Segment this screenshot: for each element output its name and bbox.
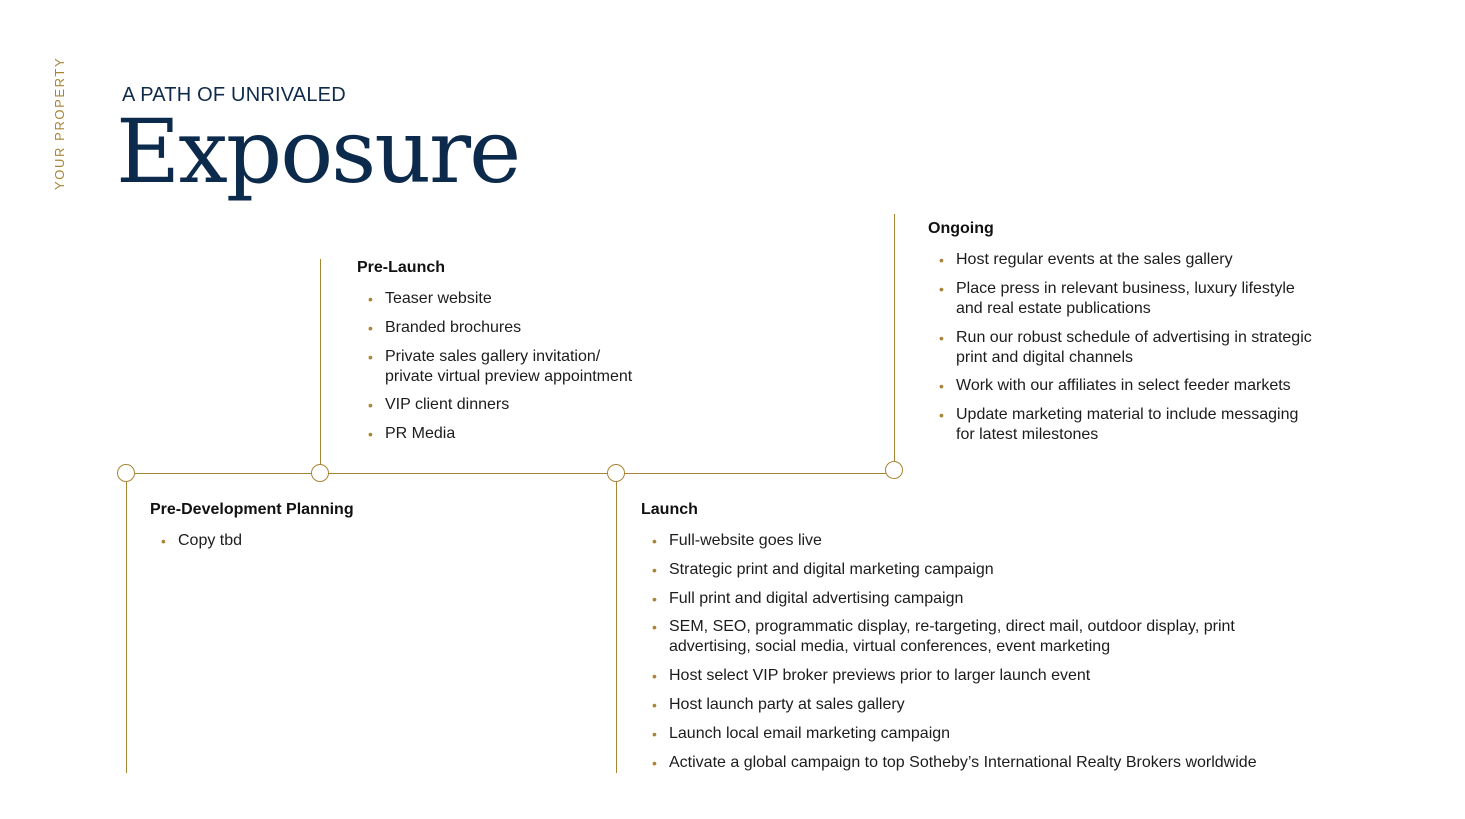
bullet-icon: • [368,319,373,336]
list-item [357,424,717,444]
list-item-text: Place press in relevant business, luxury lifestyle and real estate publications [956,279,1295,317]
list-item [641,753,1341,773]
list-item-text: Copy tbd [178,532,243,549]
bullet-icon: • [652,561,657,578]
list-item-text: Full print and digital advertising campaign [669,589,964,607]
list-item [641,695,1341,715]
list-item-text: Host launch party at sales gallery [669,695,905,713]
bullet-icon: • [652,668,657,685]
timeline-node-pre-development [117,464,135,482]
list-item-text: Private sales gallery invitation/ private virtual preview appointment [385,347,633,385]
timeline-node-ongoing [885,461,903,479]
connector-launch [616,473,617,773]
phase-title: Pre-Launch [357,259,446,276]
list-item [641,589,1341,609]
bullet-icon: • [652,533,657,549]
bullet-icon: • [161,533,166,549]
list-item [928,328,1368,368]
phase-ongoing [928,220,1368,454]
list-item [150,531,550,551]
list-item [928,405,1368,445]
phase-item-list [641,531,1341,773]
bullet-icon: • [939,378,944,395]
phase-title: Launch [641,501,698,518]
list-item-text: VIP client dinners [385,396,510,414]
connector-ongoing [894,214,895,471]
list-item [357,347,717,387]
bullet-icon: • [652,696,657,713]
bullet-icon: • [368,397,373,414]
page-title: Exposure [116,100,520,203]
list-item [928,250,1368,270]
bullet-icon: • [652,619,657,636]
connector-pre-launch [320,259,321,473]
bullet-icon: • [939,407,944,424]
list-item [357,289,717,309]
list-item-text: Teaser website [385,290,492,307]
list-item [641,617,1341,657]
list-item [641,531,1341,551]
side-label: YOUR PROPERTY [52,56,67,190]
list-item-text: Host regular events at the sales gallery [956,251,1233,268]
list-item [641,666,1341,686]
list-item-text: Full-website goes live [669,532,822,549]
bullet-icon: • [939,280,944,297]
bullet-icon: • [939,329,944,346]
list-item-text: SEM, SEO, programmatic display, re-targeting, direct mail, outdoor display, print advertising, social media, virtual conferences, event marketing [669,618,1235,656]
list-item-text: Run our robust schedule of advertising in strategic print and digital channels [956,328,1312,366]
list-item-text: Branded brochures [385,318,522,336]
list-item-text: Work with our affiliates in select feeder markets [956,377,1291,395]
list-item-text: Update marketing material to include messaging for latest milestones [956,406,1299,444]
timeline-line [126,473,894,474]
list-item-text: PR Media [385,425,456,443]
timeline-node-pre-launch [311,464,329,482]
list-item [928,376,1368,396]
phase-launch [641,501,1341,781]
list-item [357,395,717,415]
bullet-icon: • [939,252,944,268]
connector-pre-development [126,473,127,773]
phase-title: Ongoing [928,220,994,237]
list-item [641,724,1341,744]
phase-pre-launch [357,259,717,453]
list-item-text: Activate a global campaign to top Sotheby’s International Realty Brokers worldwide [669,753,1257,771]
bullet-icon: • [368,291,373,307]
list-item [928,279,1368,319]
eyebrow-heading: A PATH OF UNRIVALED [122,84,346,106]
bullet-icon: • [652,590,657,607]
bullet-icon: • [368,426,373,443]
phase-item-list [357,289,717,444]
phase-pre-development [150,501,550,560]
list-item [357,318,717,338]
list-item-text: Strategic print and digital marketing campaign [669,560,994,578]
bullet-icon: • [652,754,657,771]
list-item-text: Host select VIP broker previews prior to larger launch event [669,667,1091,685]
list-item-text: Launch local email marketing campaign [669,724,951,742]
list-item [641,560,1341,580]
phase-title: Pre-Development Planning [150,501,354,518]
phase-item-list [928,250,1368,445]
bullet-icon: • [368,348,373,365]
timeline-node-launch [607,464,625,482]
phase-item-list [150,531,550,551]
bullet-icon: • [652,725,657,742]
